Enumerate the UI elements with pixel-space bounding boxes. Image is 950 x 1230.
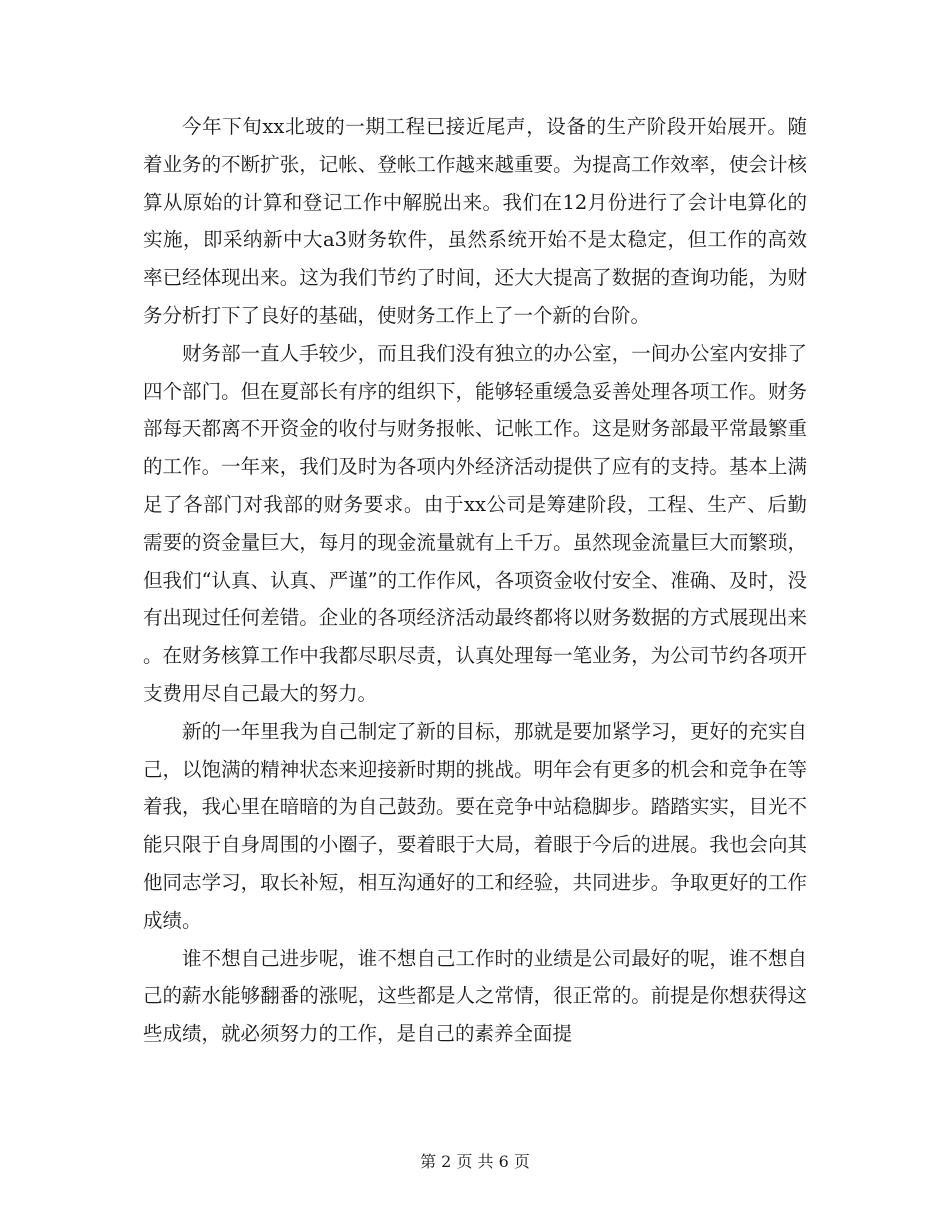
paragraph-new-year-goals: 新的一年里我为自己制定了新的目标，那就是要加紧学习，更好的充实自己，以饱满的精神状态来迎接新时期的挑战。明年会有更多的机会和竞争在等着我，我心里在暗暗的为自己鼓劲。要在竞争中站稳脚步。踏踏实实，目光不能只限于自身周围的小圈子，要着眼于大局，着眼于今后的进展。我也会向其他同志学习，取长补短，相互沟通好的工和经验，共同进步。争取更好的工作成绩。 — [143, 719, 807, 932]
page-number-footer: 第 2 页 共 6 页 — [420, 1152, 530, 1171]
paragraph-personal-progress: 谁不想自己进步呢，谁不想自己工作时的业绩是公司最好的呢，谁不想自己的薪水能够翻番的涨呢，这些都是人之常情，很正常的。前提是你想获得这些成绩，就必须努力的工作，是自己的素养全面提 — [143, 946, 807, 1046]
paragraph-accounting-software: 今年下旬xx北玻的一期工程已接近尾声，设备的生产阶段开始展开。随着业务的不断扩张，记帐、登帐工作越来越重要。为提高工作效率，使会计核算从原始的计算和登记工作中解脱出来。我们在12月份进行了会计电算化的实施，即采纳新中大a3财务软件，虽然系统开始不是太稳定，但工作的高效率已经体现出来。这为我们节约了时间，还大大提高了数据的查询功能，为财务分析打下了良好的基础，使财务工作上了一个新的台阶。 — [143, 115, 807, 327]
paragraph-finance-department: 财务部一直人手较少，而且我们没有独立的办公室，一间办公室内安排了四个部门。但在夏部长有序的组织下，能够轻重缓急妥善处理各项工作。财务部每天都离不开资金的收付与财务报帐、记帐工作。这是财务部最平常最繁重的工作。一年来，我们及时为各项内外经济活动提供了应有的支持。基本上满足了各部门对我部的财务要求。由于xx公司是筹建阶段，工程、生产、后勤需要的资金量巨大，每月的现金流量就有上千万。虽然现金流量巨大而繁琐，但我们“认真、认真、严谨”的工作作风，各项资金收付安全、准确、及时，没有出现过任何差错。企业的各项经济活动最终都将以财务数据的方式展现出来。在财务核算工作中我都尽职尽责，认真处理每一笔业务，为公司节约各项开支费用尽自己最大的努力。 — [143, 341, 807, 705]
document-body — [143, 108, 807, 1053]
